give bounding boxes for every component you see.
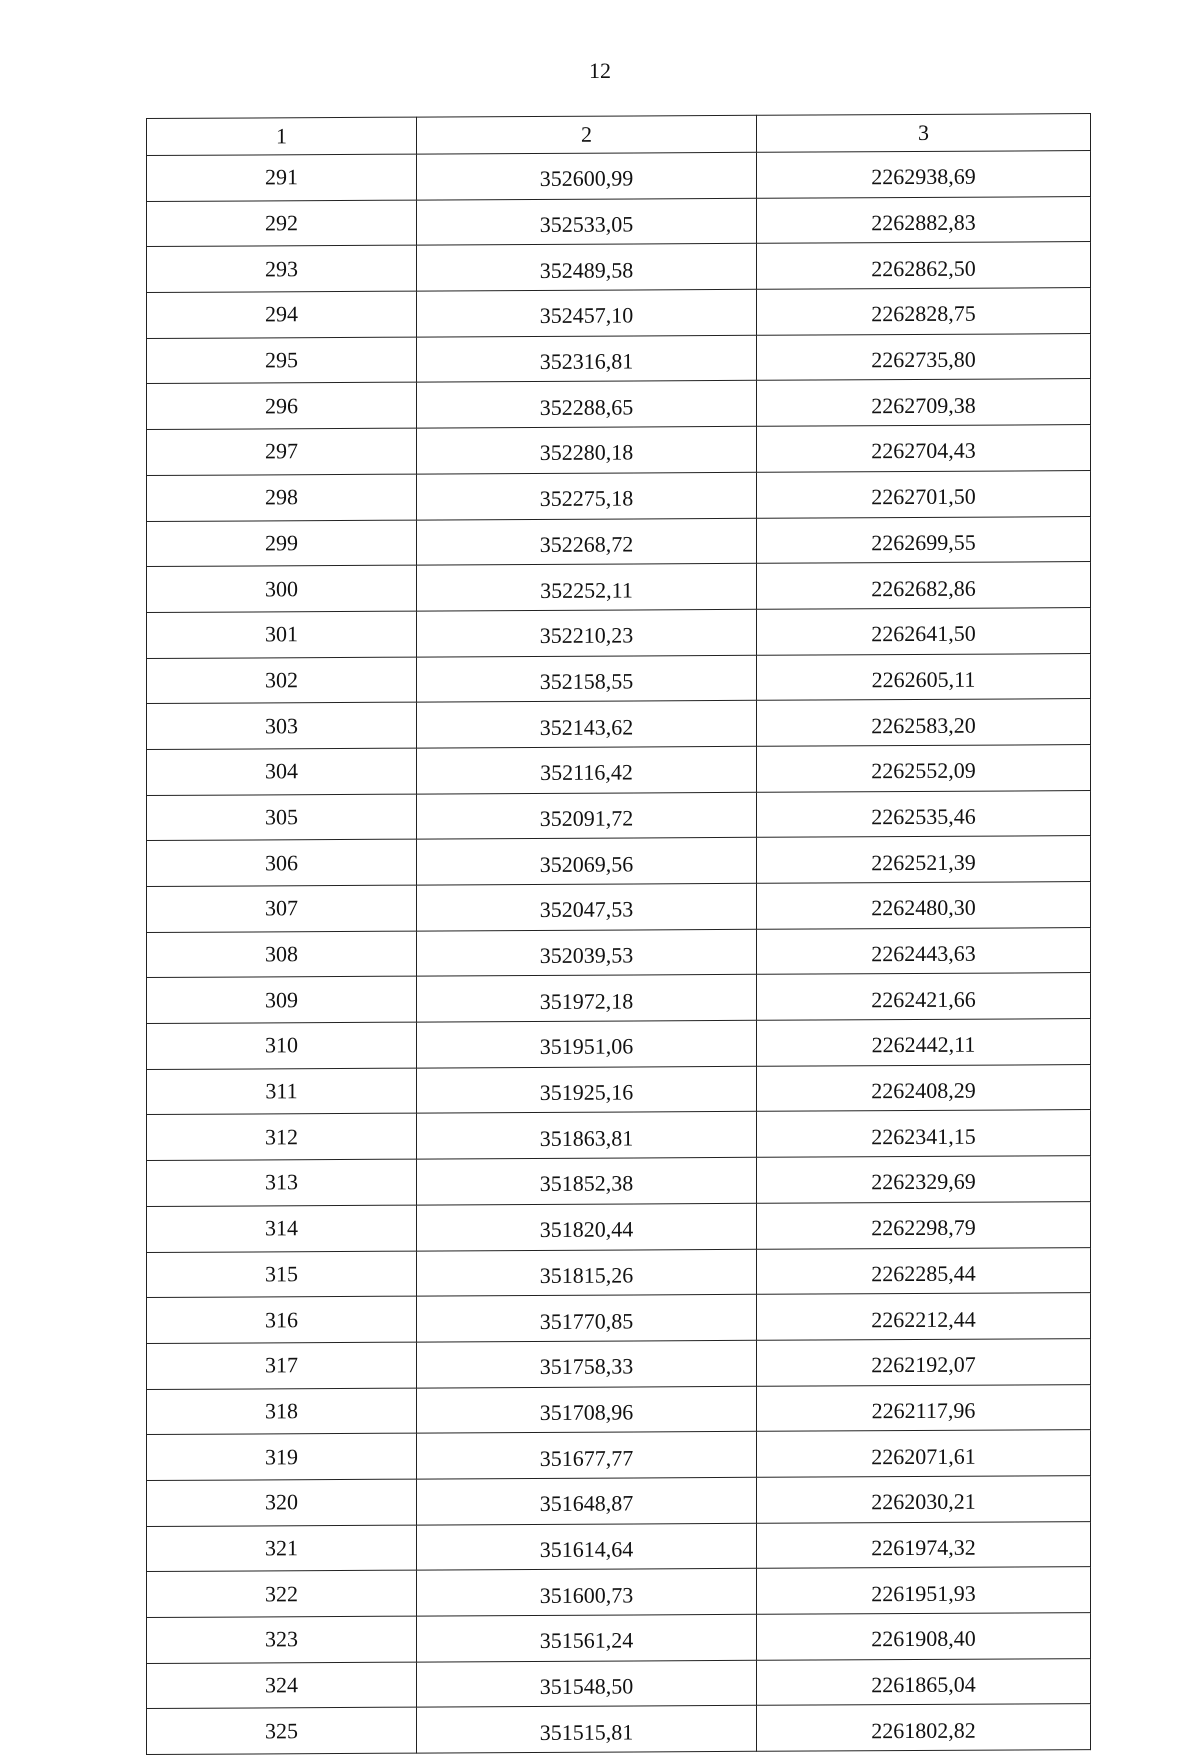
- point-number-cell: 294: [147, 291, 417, 338]
- table-row: [147, 1064, 1091, 1115]
- coordinate-x-cell: 2261865,04: [757, 1658, 1091, 1705]
- column-header-1: 1: [147, 117, 417, 155]
- point-number-cell: 305: [147, 794, 417, 841]
- coordinate-x-cell: 2262030,21: [757, 1476, 1091, 1523]
- table-row: [147, 653, 1091, 704]
- coordinate-y-cell: 351515,81: [417, 1706, 757, 1753]
- point-number-cell: 321: [147, 1525, 417, 1572]
- table-row: [147, 470, 1091, 521]
- coordinate-x-cell: 2262828,75: [757, 288, 1091, 335]
- point-number-cell: 291: [147, 154, 417, 201]
- coordinate-y-cell: 352210,23: [417, 609, 757, 656]
- point-number-cell: 303: [147, 702, 417, 749]
- coordinate-y-cell: 352158,55: [417, 655, 757, 702]
- coordinate-x-cell: 2262682,86: [757, 562, 1091, 609]
- coordinate-y-cell: 352288,65: [417, 381, 757, 428]
- table-row: [147, 973, 1091, 1024]
- coordinate-x-cell: 2262329,69: [757, 1156, 1091, 1203]
- table-row: [147, 1430, 1091, 1481]
- coordinate-x-cell: 2261908,40: [757, 1613, 1091, 1660]
- point-number-cell: 317: [147, 1342, 417, 1389]
- coordinate-x-cell: 2262535,46: [757, 790, 1091, 837]
- coordinate-y-cell: 352116,42: [417, 746, 757, 793]
- table-row: [147, 516, 1091, 567]
- column-header-3: 3: [757, 114, 1091, 153]
- coordinate-x-cell: 2262212,44: [757, 1293, 1091, 1340]
- point-number-cell: 304: [147, 748, 417, 795]
- table-body: [147, 151, 1091, 1755]
- table-row: [147, 882, 1091, 933]
- page-number: 12: [589, 58, 611, 83]
- point-number-cell: 312: [147, 1114, 417, 1161]
- table-row: [147, 1704, 1091, 1755]
- coordinate-y-cell: 352275,18: [417, 472, 757, 519]
- table-row: [147, 790, 1091, 841]
- table-row: [147, 1476, 1091, 1527]
- coordinate-x-cell: 2262117,96: [757, 1384, 1091, 1431]
- point-number-cell: 298: [147, 474, 417, 521]
- table-row: [147, 151, 1091, 202]
- coordinate-y-cell: 352600,99: [417, 152, 757, 199]
- coordinate-x-cell: 2262521,39: [757, 836, 1091, 883]
- point-number-cell: 300: [147, 565, 417, 612]
- point-number-cell: 310: [147, 1022, 417, 1069]
- coordinate-y-cell: 351852,38: [417, 1157, 757, 1204]
- coordinate-x-cell: 2261974,32: [757, 1521, 1091, 1568]
- point-number-cell: 302: [147, 657, 417, 704]
- table-row: [147, 1019, 1091, 1070]
- column-header-2: 2: [417, 115, 757, 154]
- coordinate-y-cell: 352533,05: [417, 198, 757, 245]
- coordinate-y-cell: 352039,53: [417, 929, 757, 976]
- point-number-cell: 307: [147, 885, 417, 932]
- coordinate-y-cell: 351648,87: [417, 1477, 757, 1524]
- coordinate-y-cell: 352457,10: [417, 289, 757, 336]
- table-row: [147, 1293, 1091, 1344]
- coordinate-x-cell: 2262709,38: [757, 379, 1091, 426]
- point-number-cell: 320: [147, 1479, 417, 1526]
- coordinate-x-cell: 2262442,11: [757, 1019, 1091, 1066]
- table-row: [147, 562, 1091, 613]
- coordinate-y-cell: 351820,44: [417, 1203, 757, 1250]
- coordinate-y-cell: 351708,96: [417, 1386, 757, 1433]
- coordinate-x-cell: 2262192,07: [757, 1338, 1091, 1385]
- coordinate-y-cell: 351815,26: [417, 1249, 757, 1296]
- coordinate-x-cell: 2261951,93: [757, 1567, 1091, 1614]
- coordinate-y-cell: 352069,56: [417, 838, 757, 885]
- table-row: [147, 836, 1091, 887]
- table-row: [147, 1201, 1091, 1252]
- coordinate-x-cell: 2262882,83: [757, 196, 1091, 243]
- point-number-cell: 315: [147, 1251, 417, 1298]
- point-number-cell: 316: [147, 1296, 417, 1343]
- coordinate-x-cell: 2262862,50: [757, 242, 1091, 289]
- coordinate-x-cell: 2262605,11: [757, 653, 1091, 700]
- table-row: [147, 699, 1091, 750]
- point-number-cell: 306: [147, 839, 417, 886]
- coordinate-x-cell: 2262641,50: [757, 607, 1091, 654]
- point-number-cell: 311: [147, 1068, 417, 1115]
- coordinates-table-container: [148, 118, 1092, 1755]
- table-row: [147, 1156, 1091, 1207]
- coordinate-y-cell: 351770,85: [417, 1295, 757, 1342]
- table-row: [147, 1338, 1091, 1389]
- coordinates-table: [146, 113, 1091, 1755]
- coordinate-x-cell: 2262298,79: [757, 1201, 1091, 1248]
- coordinate-y-cell: 352047,53: [417, 883, 757, 930]
- table-header-row: [147, 114, 1091, 156]
- coordinate-y-cell: 352489,58: [417, 244, 757, 291]
- table-row: [147, 1613, 1091, 1664]
- coordinate-y-cell: 351548,50: [417, 1660, 757, 1707]
- coordinate-x-cell: 2262552,09: [757, 745, 1091, 792]
- point-number-cell: 297: [147, 428, 417, 475]
- coordinate-x-cell: 2262583,20: [757, 699, 1091, 746]
- point-number-cell: 314: [147, 1205, 417, 1252]
- point-number-cell: 319: [147, 1433, 417, 1480]
- coordinate-x-cell: 2262443,63: [757, 927, 1091, 974]
- point-number-cell: 292: [147, 200, 417, 247]
- table-row: [147, 425, 1091, 476]
- point-number-cell: 324: [147, 1662, 417, 1709]
- table-row: [147, 1658, 1091, 1709]
- point-number-cell: 301: [147, 611, 417, 658]
- coordinate-x-cell: 2262421,66: [757, 973, 1091, 1020]
- coordinate-y-cell: 351614,64: [417, 1523, 757, 1570]
- point-number-cell: 293: [147, 245, 417, 292]
- coordinate-y-cell: 352091,72: [417, 792, 757, 839]
- coordinate-y-cell: 351677,77: [417, 1432, 757, 1479]
- coordinate-x-cell: 2262704,43: [757, 425, 1091, 472]
- table-row: [147, 379, 1091, 430]
- point-number-cell: 309: [147, 976, 417, 1023]
- table-row: [147, 333, 1091, 384]
- coordinate-y-cell: 352316,81: [417, 335, 757, 382]
- table-row: [147, 745, 1091, 796]
- table-row: [147, 1384, 1091, 1435]
- point-number-cell: 325: [147, 1707, 417, 1754]
- table-row: [147, 242, 1091, 293]
- table-row: [147, 196, 1091, 247]
- coordinate-y-cell: 351925,16: [417, 1066, 757, 1113]
- coordinate-x-cell: 2262480,30: [757, 882, 1091, 929]
- coordinate-x-cell: 2262735,80: [757, 333, 1091, 380]
- table-row: [147, 1567, 1091, 1618]
- coordinate-y-cell: 351758,33: [417, 1340, 757, 1387]
- table-row: [147, 607, 1091, 658]
- point-number-cell: 296: [147, 383, 417, 430]
- table-row: [147, 288, 1091, 339]
- coordinate-x-cell: 2262341,15: [757, 1110, 1091, 1157]
- table-row: [147, 1247, 1091, 1298]
- coordinate-x-cell: 2262408,29: [757, 1064, 1091, 1111]
- coordinate-y-cell: 351972,18: [417, 975, 757, 1022]
- table-row: [147, 1521, 1091, 1572]
- point-number-cell: 323: [147, 1616, 417, 1663]
- point-number-cell: 318: [147, 1388, 417, 1435]
- point-number-cell: 313: [147, 1159, 417, 1206]
- coordinate-x-cell: 2262285,44: [757, 1247, 1091, 1294]
- coordinate-y-cell: 351951,06: [417, 1020, 757, 1067]
- coordinate-x-cell: 2262699,55: [757, 516, 1091, 563]
- coordinate-x-cell: 2262938,69: [757, 151, 1091, 198]
- point-number-cell: 299: [147, 520, 417, 567]
- coordinate-y-cell: 352252,11: [417, 564, 757, 611]
- coordinate-y-cell: 351600,73: [417, 1569, 757, 1616]
- point-number-cell: 322: [147, 1570, 417, 1617]
- coordinate-y-cell: 351863,81: [417, 1112, 757, 1159]
- coordinate-x-cell: 2262071,61: [757, 1430, 1091, 1477]
- table-row: [147, 927, 1091, 978]
- coordinate-y-cell: 352280,18: [417, 426, 757, 473]
- point-number-cell: 295: [147, 337, 417, 384]
- coordinate-x-cell: 2261802,82: [757, 1704, 1091, 1751]
- point-number-cell: 308: [147, 931, 417, 978]
- coordinate-y-cell: 352143,62: [417, 701, 757, 748]
- coordinate-y-cell: 352268,72: [417, 518, 757, 565]
- coordinate-x-cell: 2262701,50: [757, 470, 1091, 517]
- coordinate-y-cell: 351561,24: [417, 1614, 757, 1661]
- table-row: [147, 1110, 1091, 1161]
